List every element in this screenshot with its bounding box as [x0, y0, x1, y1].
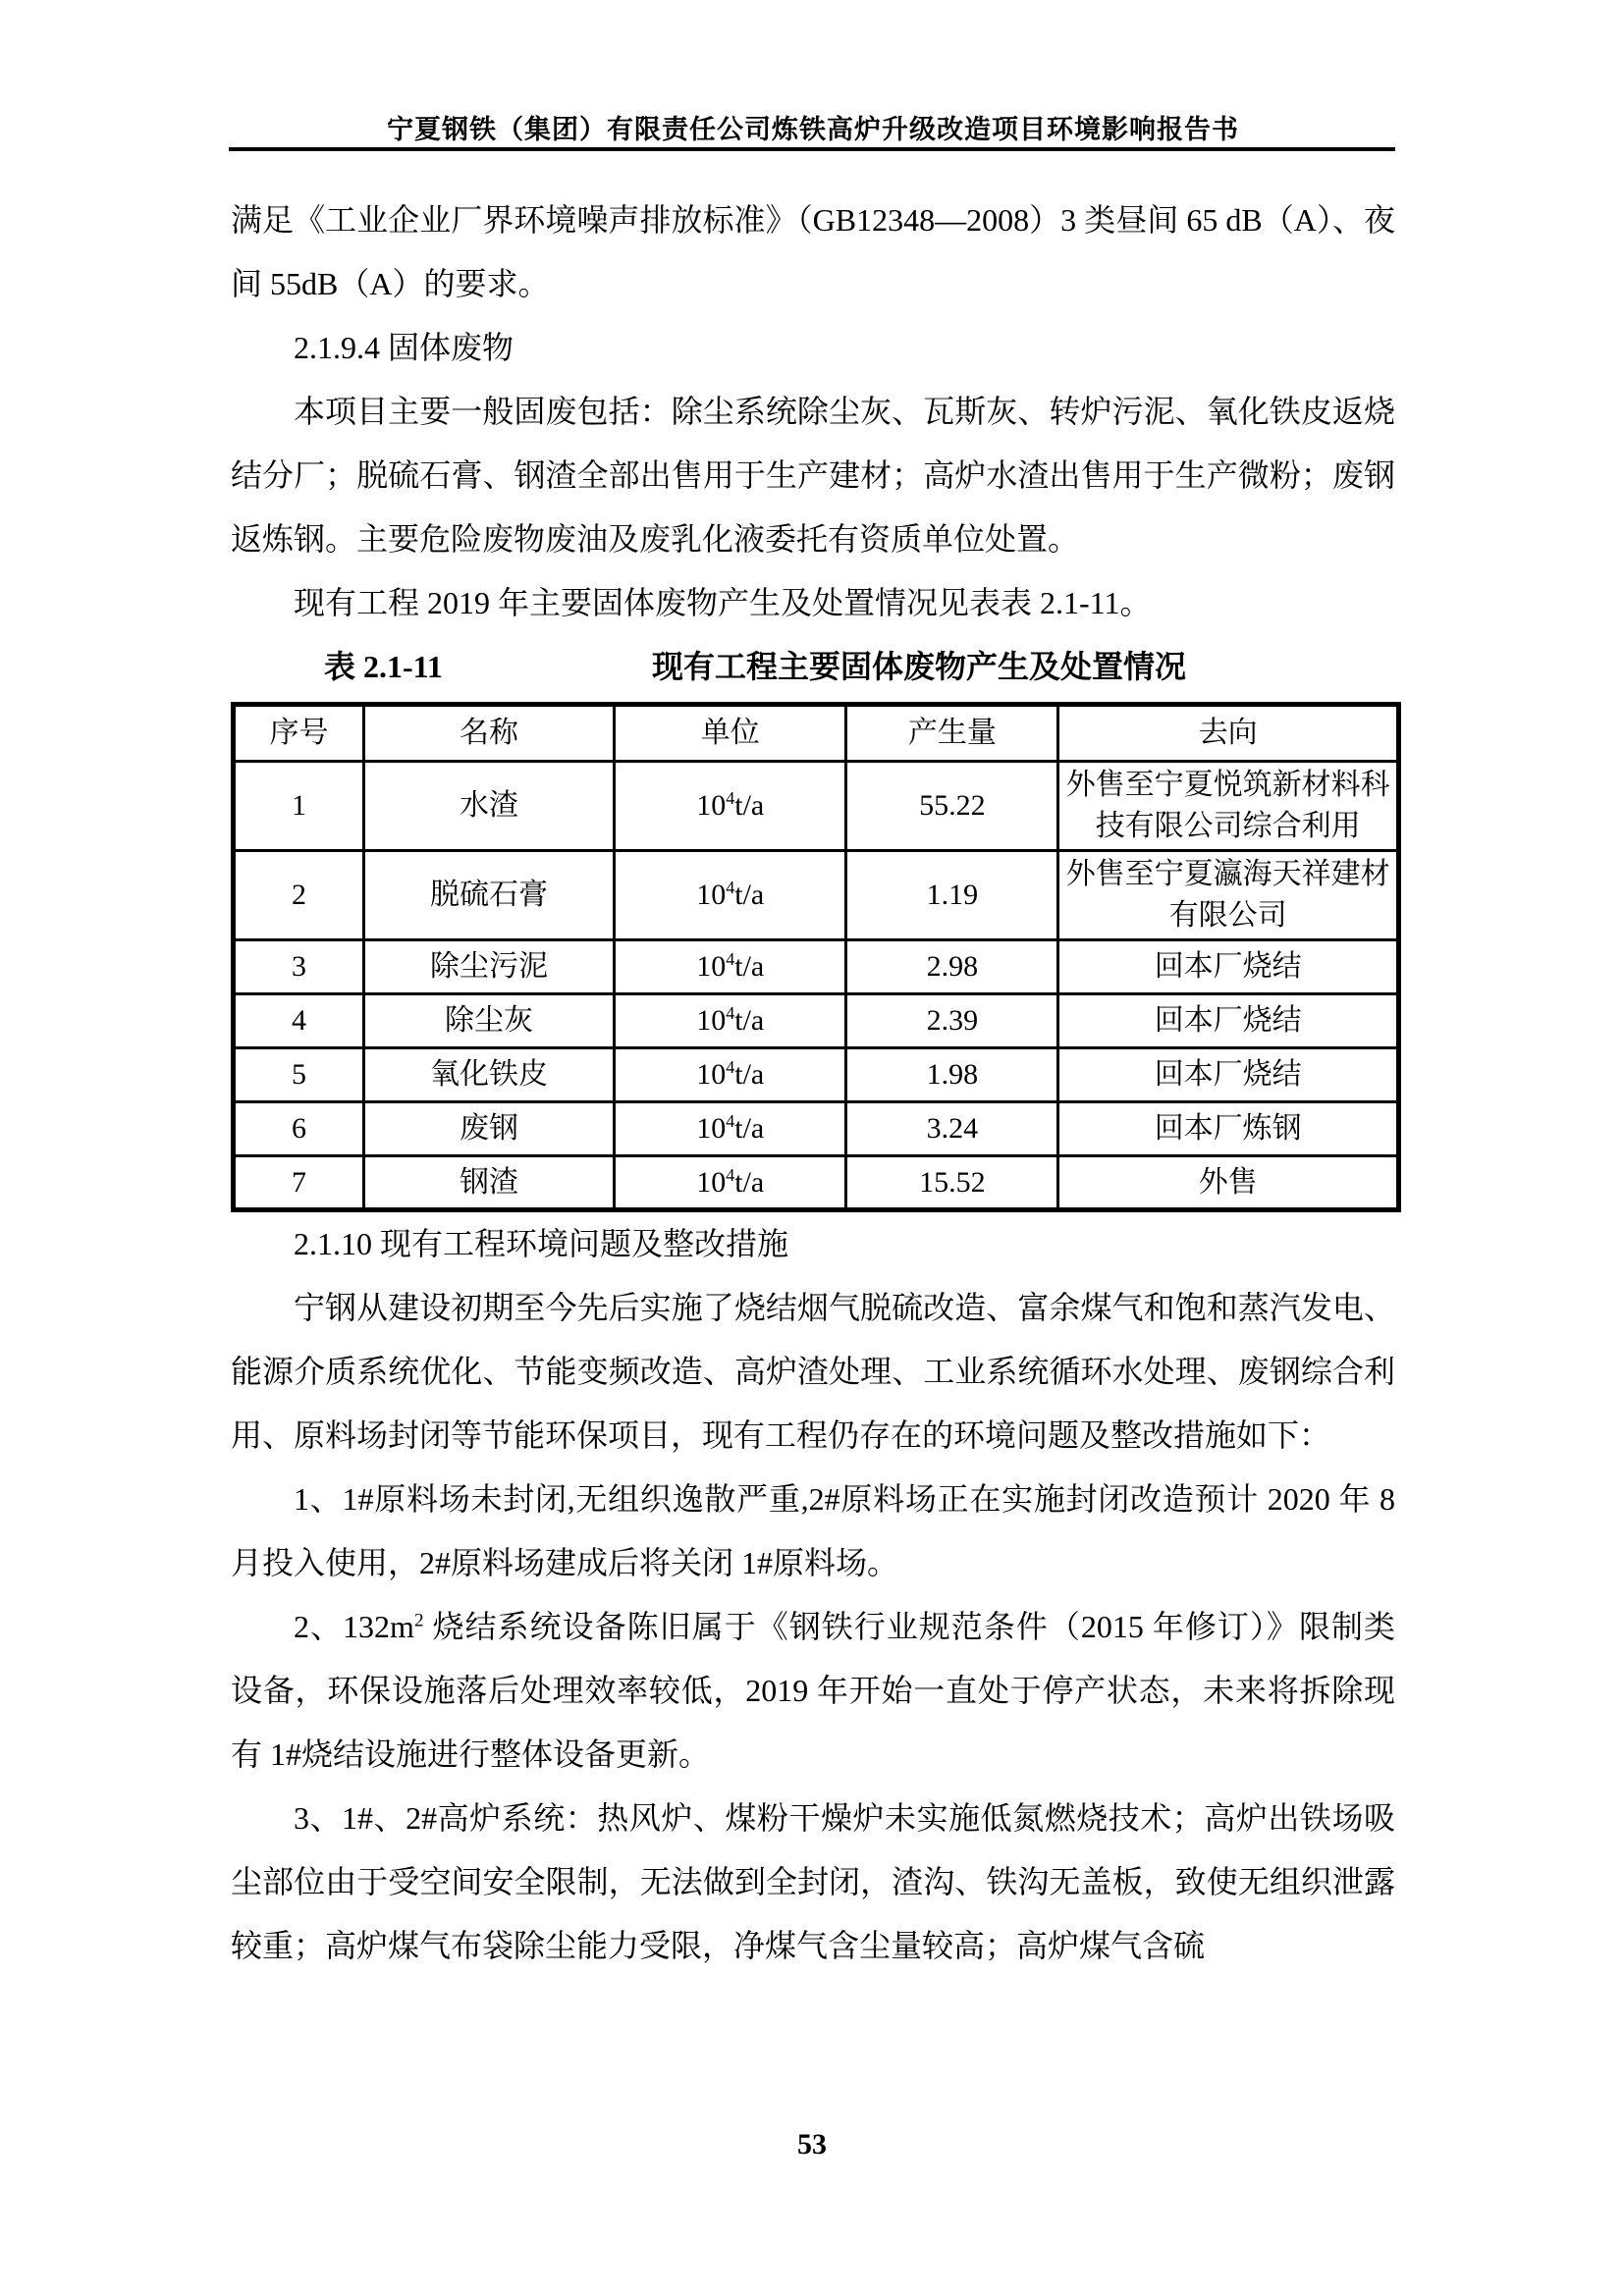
unit-superscript: 4: [726, 1057, 735, 1077]
col-header-unit: 单位: [615, 705, 846, 762]
unit-base: 10: [696, 1058, 727, 1091]
paragraph-solid-waste: 本项目主要一般固废包括：除尘系统除尘灰、瓦斯灰、转炉污泥、氧化铁皮返烧结分厂；脱硫石膏、钢渣全部出售用于生产建材；高炉水渣出售用于生产微粉；废钢返炼钢。主要危险废物废油及废乳化液委托有资质单位处置。: [231, 394, 1395, 557]
list-item-2-prefix: 2、132m: [294, 1609, 414, 1644]
heading-2-1-10: 2.1.10 现有工程环境问题及整改措施: [294, 1226, 789, 1261]
unit-base: 10: [696, 1112, 727, 1145]
cell-qty: 2.39: [846, 994, 1058, 1048]
page-header-title: 宁夏钢铁（集团）有限责任公司炼铁高炉升级改造项目环境影响报告书: [387, 115, 1239, 144]
unit-base: 10: [696, 1004, 727, 1037]
unit-suffix: t/a: [734, 1004, 765, 1037]
col-header-dest: 去向: [1058, 705, 1399, 762]
cell-dest: 回本厂烧结: [1058, 994, 1399, 1048]
cell-unit: [615, 762, 846, 851]
unit-base: 10: [696, 789, 727, 822]
unit-suffix: t/a: [734, 1165, 765, 1199]
cell-name: 氧化铁皮: [363, 1048, 614, 1102]
cell-qty: 55.22: [846, 762, 1058, 851]
unit-superscript: 4: [726, 1164, 735, 1185]
table-caption: [231, 635, 1395, 699]
col-header-no: 序号: [234, 705, 364, 762]
cell-qty: 15.52: [846, 1156, 1058, 1210]
col-header-qty: 产生量: [846, 705, 1058, 762]
cell-dest: 回本厂烧结: [1058, 1048, 1399, 1102]
list-item-2-text: 烧结系统设备陈旧属于《钢铁行业规范条件（2015 年修订）》限制类设备，环保设施落后处理效率较低，2019 年开始一直处于停产状态，未来将拆除现有 1#烧结设施进行整体设备更新。: [231, 1609, 1395, 1772]
unit-suffix: t/a: [734, 1058, 765, 1091]
table-caption-label: 表 2.1-11: [324, 649, 443, 684]
unit-base: 10: [696, 879, 727, 911]
cell-dest: 回本厂烧结: [1058, 940, 1399, 994]
unit-base: 10: [696, 1165, 727, 1199]
paragraph-see-table: 现有工程 2019 年主要固体废物产生及处置情况见表表 2.1-11。: [294, 585, 1152, 620]
heading-2-1-9-4: 2.1.9.4 固体废物: [294, 330, 514, 365]
cell-qty: 3.24: [846, 1102, 1058, 1156]
cell-no: 4: [234, 994, 364, 1048]
cell-no: 7: [234, 1156, 364, 1210]
cell-unit: [615, 1102, 846, 1156]
table-header-row: [234, 705, 1399, 762]
paragraph-improvements: 宁钢从建设初期至今先后实施了烧结烟气脱硫改造、富余煤气和饱和蒸汽发电、能源介质系统优化、节能变频改造、高炉渣处理、工业系统循环水处理、废钢综合利用、原料场封闭等节能环保项目，现有工程仍存在的环境问题及整改措施如下：: [231, 1290, 1395, 1453]
cell-name: 水渣: [363, 762, 614, 851]
unit-suffix: t/a: [734, 789, 765, 822]
cell-unit: [615, 994, 846, 1048]
cell-dest: 外售至宁夏悦筑新材料科技有限公司综合利用: [1058, 762, 1399, 851]
cell-dest: 外售: [1058, 1156, 1399, 1210]
unit-superscript: 4: [726, 878, 735, 897]
cell-no: 1: [234, 762, 364, 851]
cell-no: 2: [234, 851, 364, 940]
cell-dest: 外售至宁夏瀛海天祥建材有限公司: [1058, 851, 1399, 940]
cell-no: 3: [234, 940, 364, 994]
list-item-2: [231, 1595, 1395, 1787]
table-row: [234, 1048, 1399, 1102]
unit-suffix: t/a: [734, 950, 765, 983]
page-content: [231, 188, 1395, 1978]
list-item-2-superscript: 2: [413, 1610, 424, 1631]
cell-qty: 1.19: [846, 851, 1058, 940]
paragraph-noise-standard: 满足《工业企业厂界环境噪声排放标准》（GB12348—2008）3 类昼间 65 dB（A）、夜间 55dB（A）的要求。: [231, 202, 1395, 301]
table-row: [234, 762, 1399, 851]
table-caption-text: 现有工程主要固体废物产生及处置情况: [651, 649, 1186, 684]
cell-unit: [615, 1156, 846, 1210]
unit-superscript: 4: [726, 1003, 735, 1023]
table-row: [234, 1156, 1399, 1210]
table-row: [234, 1102, 1399, 1156]
solid-waste-table: [231, 702, 1401, 1212]
page-number: 53: [797, 2128, 827, 2161]
header-rule: [229, 147, 1395, 151]
cell-name: 钢渣: [363, 1156, 614, 1210]
col-header-name: 名称: [363, 705, 614, 762]
table-row: [234, 940, 1399, 994]
cell-qty: 2.98: [846, 940, 1058, 994]
unit-base: 10: [696, 950, 727, 983]
table-row: [234, 994, 1399, 1048]
cell-name: 除尘灰: [363, 994, 614, 1048]
cell-name: 脱硫石膏: [363, 851, 614, 940]
unit-superscript: 4: [726, 949, 735, 969]
cell-name: 废钢: [363, 1102, 614, 1156]
cell-dest: 回本厂炼钢: [1058, 1102, 1399, 1156]
cell-unit: [615, 851, 846, 940]
cell-no: 6: [234, 1102, 364, 1156]
cell-no: 5: [234, 1048, 364, 1102]
cell-unit: [615, 940, 846, 994]
unit-superscript: 4: [726, 1111, 735, 1131]
list-item-3: 3、1#、2#高炉系统：热风炉、煤粉干燥炉未实施低氮燃烧技术；高炉出铁场吸尘部位由于受空间安全限制，无法做到全封闭，渣沟、铁沟无盖板，致使无组织泄露较重；高炉煤气布袋除尘能力受限，净煤气含尘量较高；高炉煤气含硫: [231, 1800, 1395, 1963]
unit-suffix: t/a: [734, 879, 765, 911]
unit-suffix: t/a: [734, 1112, 765, 1145]
cell-qty: 1.98: [846, 1048, 1058, 1102]
unit-superscript: 4: [726, 788, 735, 808]
table-row: [234, 851, 1399, 940]
cell-name: 除尘污泥: [363, 940, 614, 994]
cell-unit: [615, 1048, 846, 1102]
list-item-1: 1、1#原料场未封闭,无组织逸散严重,2#原料场正在实施封闭改造预计 2020 年 8 月投入使用，2#原料场建成后将关闭 1#原料场。: [231, 1481, 1395, 1580]
